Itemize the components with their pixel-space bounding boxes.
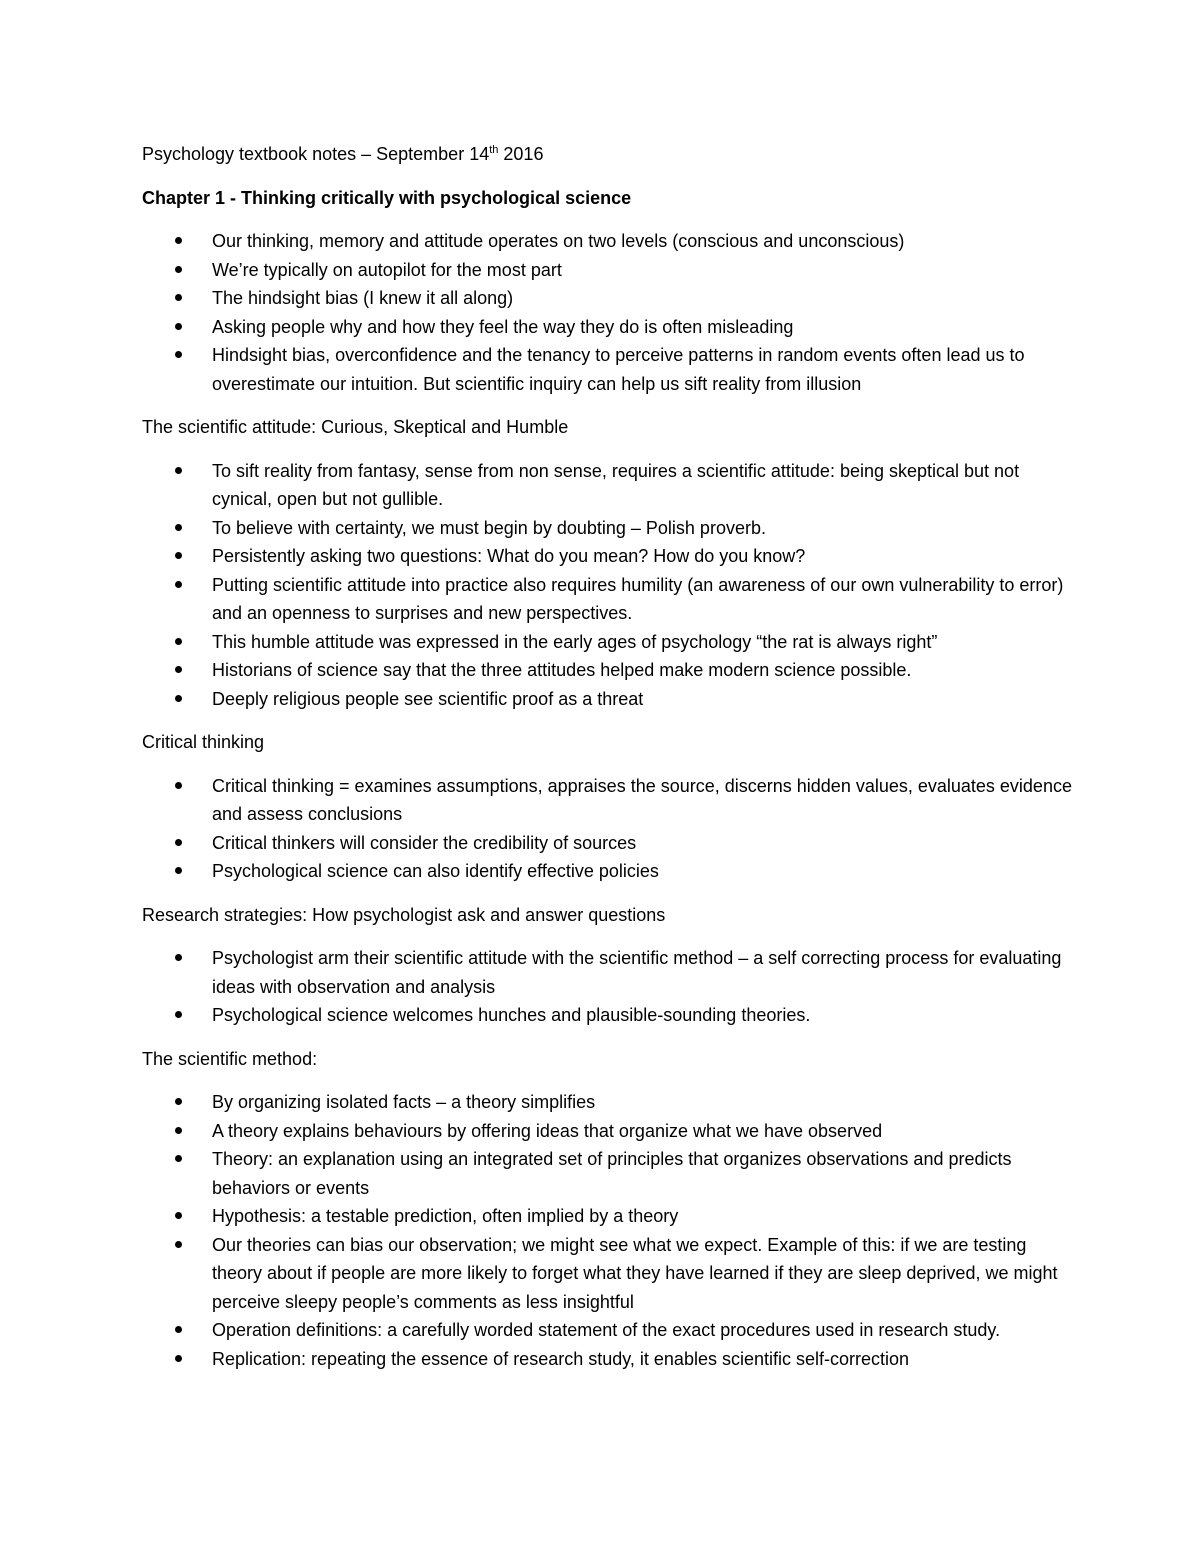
bullet-dot-icon: [175, 1127, 182, 1134]
bullet-dot-icon: [175, 1155, 182, 1162]
list-item-text: The hindsight bias (I knew it all along): [212, 288, 514, 308]
bullet-dot-icon: [175, 839, 182, 846]
title-year: 2016: [498, 144, 544, 164]
list-item-text: By organizing isolated facts – a theory simplifies: [212, 1092, 596, 1112]
list-item-text: Hypothesis: a testable prediction, often implied by a theory: [212, 1206, 679, 1226]
list-item-text: Putting scientific attitude into practice also requires humility (an awareness of our own vulnerability to error) and an openness to surprises and new perspectives.: [212, 574, 1064, 623]
list-item-text: Persistently asking two questions: What do you mean? How do you know?: [212, 546, 806, 566]
bullet-list: [142, 1088, 1072, 1373]
list-item: [142, 857, 1072, 886]
list-item-text: We’re typically on autopilot for the most part: [212, 259, 562, 280]
bullet-dot-icon: [175, 1011, 182, 1018]
bullet-dot-icon: [175, 954, 182, 961]
bullet-dot-icon: [175, 867, 182, 874]
list-item: [142, 284, 1072, 313]
bullet-dot-icon: [175, 1241, 182, 1248]
bullet-dot-icon: [175, 467, 182, 474]
bullet-dot-icon: [175, 552, 182, 559]
list-item-text: Psychological science can also identify effective policies: [212, 861, 659, 881]
list-item-text: Psychologist arm their scientific attitude with the scientific method – a self correcting process for evaluating ideas with observation and analysis: [212, 948, 1062, 997]
document-page: [142, 140, 1072, 1388]
list-item-text: Operation definitions: a carefully worded statement of the exact procedures used in research study.: [212, 1320, 1001, 1340]
bullet-dot-icon: [175, 638, 182, 645]
bullet-dot-icon: [175, 524, 182, 531]
list-item: [142, 772, 1072, 829]
list-item-text: Our thinking, memory and attitude operates on two levels (conscious and unconscious): [212, 231, 905, 251]
list-item: [142, 685, 1072, 714]
notes-sections: [142, 227, 1072, 1373]
section-heading: The scientific attitude: Curious, Skeptical and Humble: [142, 417, 569, 437]
list-item-text: This humble attitude was expressed in the early ages of psychology “the rat is always right”: [212, 631, 938, 652]
list-item: [142, 1316, 1072, 1345]
bullet-list: [142, 457, 1072, 714]
list-item: [142, 1345, 1072, 1374]
bullet-dot-icon: [175, 695, 182, 702]
bullet-dot-icon: [175, 782, 182, 789]
list-item: [142, 514, 1072, 543]
list-item: [142, 656, 1072, 685]
list-item: [142, 542, 1072, 571]
list-item-text: To believe with certainty, we must begin by doubting – Polish proverb.: [212, 517, 766, 538]
list-item-text: Critical thinking = examines assumptions, appraises the source, discerns hidden values, evaluates evidence and assess conclusions: [212, 775, 1072, 824]
document-title: [142, 140, 1072, 169]
list-item: [142, 457, 1072, 514]
title-superscript: th: [489, 144, 499, 156]
list-item: [142, 1202, 1072, 1231]
section-heading: The scientific method:: [142, 1048, 318, 1069]
list-item-text: Critical thinkers will consider the credibility of sources: [212, 832, 637, 853]
list-item: [142, 341, 1072, 398]
list-item: [142, 256, 1072, 285]
list-item: [142, 1117, 1072, 1146]
bullet-dot-icon: [175, 323, 182, 330]
bullet-list: [142, 227, 1072, 398]
bullet-dot-icon: [175, 266, 182, 273]
list-item-text: Psychological science welcomes hunches and plausible-sounding theories.: [212, 1005, 811, 1025]
list-item: [142, 829, 1072, 858]
list-item: [142, 1001, 1072, 1030]
bullet-list: [142, 944, 1072, 1030]
list-item-text: To sift reality from fantasy, sense from non sense, requires a scientific attitude: being skeptical but not cynical, open but not gullible.: [212, 460, 1020, 509]
list-item: [142, 313, 1072, 342]
bullet-dot-icon: [175, 1355, 182, 1362]
list-item-text: Theory: an explanation using an integrated set of principles that organizes observations and predicts behaviors or events: [212, 1149, 1012, 1198]
section-heading: Critical thinking: [142, 732, 265, 752]
bullet-dot-icon: [175, 1326, 182, 1333]
list-item: [142, 944, 1072, 1001]
bullet-dot-icon: [175, 351, 182, 358]
list-item-text: Our theories can bias our observation; we might see what we expect. Example of this: if we are testing theory about if people are more likely to forget what they have learned if they are sleep deprived, we might perceive sleepy people’s comments as less insightful: [212, 1234, 1058, 1312]
list-item: [142, 571, 1072, 628]
bullet-dot-icon: [175, 1098, 182, 1105]
bullet-dot-icon: [175, 237, 182, 244]
list-item: [142, 227, 1072, 256]
bullet-dot-icon: [175, 581, 182, 588]
list-item: [142, 1231, 1072, 1317]
list-item-text: Asking people why and how they feel the way they do is often misleading: [212, 316, 794, 337]
list-item: [142, 628, 1072, 657]
list-item-text: Historians of science say that the three attitudes helped make modern science possible.: [212, 660, 912, 680]
bullet-dot-icon: [175, 1212, 182, 1219]
list-item-text: Hindsight bias, overconfidence and the tenancy to perceive patterns in random events often lead us to overestimate our intuition. But scientific inquiry can help us sift reality from illusion: [212, 345, 1025, 394]
list-item-text: A theory explains behaviours by offering ideas that organize what we have observed: [212, 1120, 883, 1141]
bullet-dot-icon: [175, 294, 182, 301]
list-item-text: Replication: repeating the essence of research study, it enables scientific self-correction: [212, 1348, 910, 1369]
section-heading: Research strategies: How psychologist ask and answer questions: [142, 904, 666, 925]
list-item: [142, 1145, 1072, 1202]
list-item: [142, 1088, 1072, 1117]
title-text: Psychology textbook notes – September 14: [142, 144, 490, 164]
bullet-list: [142, 772, 1072, 886]
chapter-heading: Chapter 1 - Thinking critically with psychological science: [142, 187, 632, 208]
list-item-text: Deeply religious people see scientific proof as a threat: [212, 688, 644, 709]
bullet-dot-icon: [175, 666, 182, 673]
